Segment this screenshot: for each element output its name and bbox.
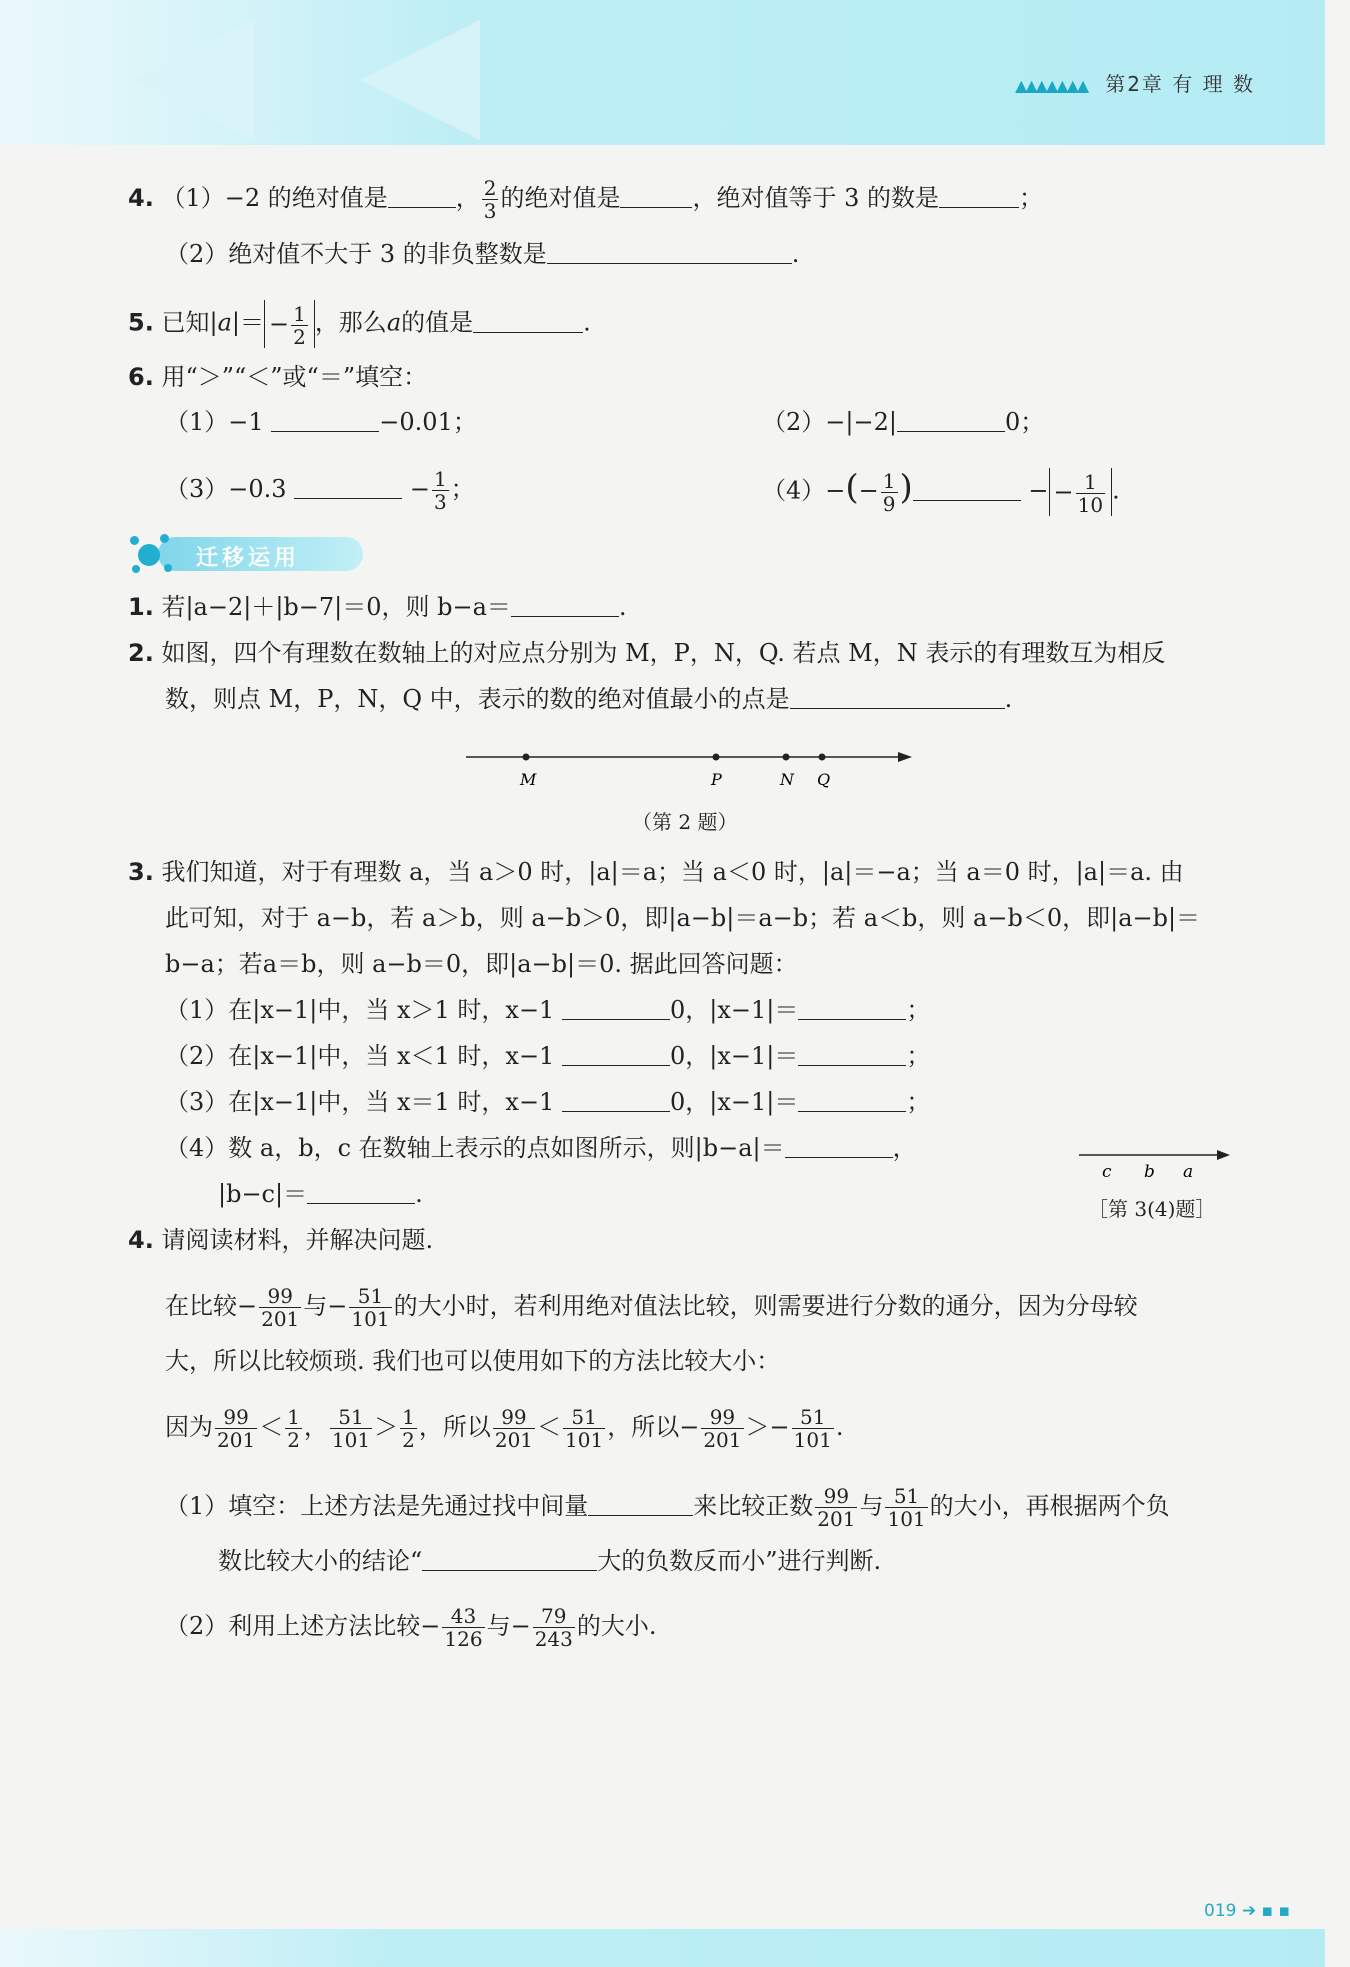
question-6-item-3: （3）−0.3 − $\frac{1}{3}$ ； [165,467,475,514]
answer-blank[interactable] [422,1548,597,1571]
chapter-header [1015,68,1255,97]
molecule-icon [130,536,139,545]
transfer-question-3-line-2: 此可知，对于 a−b，若 a＞b，则 a−b＞0，即|a−b|＝a−b；若 a＜b，则 a−b＜0，即|a−b|＝ [165,904,1201,932]
transfer-question-4-p3: 因为 $\frac{99}{201}$ ＜ $\frac{1}{2}$ ， $\frac{51}{101}$ ＞ $\frac{1}{2}$ ，所以 $\frac{99}{201}$ ＜ $\frac{51}{101}$ ，所以− $\frac{99}{201}$ ＞− $\frac{51}{101}$ . [165,1405,844,1452]
transfer-question-4-intro: 4. 请阅读材料，并解决问题. [128,1226,434,1254]
answer-blank[interactable] [897,409,1005,432]
transfer-question-3-sub-2: （2）在|x−1|中，当 x＜1 时，x−1 0，|x−1|＝ ； [165,1042,931,1070]
transfer-question-4-p1: 在比较− $\frac{99}{201}$ 与− $\frac{51}{101}$ 的大小时，若利用绝对值法比较，则需要进行分数的通分，因为分母较 [165,1284,1138,1331]
answer-blank[interactable] [785,1135,893,1158]
transfer-question-4-p2: 大，所以比较烦琐. 我们也可以使用如下的方法比较大小： [165,1347,781,1375]
label-n: N [780,770,794,789]
arrow-icon: ➔ ▪ ▪ [1241,1901,1290,1921]
answer-blank[interactable] [913,478,1021,501]
point-q [819,754,826,761]
question-5: 5. 已知|a|＝ − $\frac{1}{2}$ ，那么a的值是 . [128,302,591,349]
answer-blank[interactable] [271,409,379,432]
answer-blank[interactable] [588,1493,693,1516]
transfer-question-3-sub-4: （4）数 a，b，c 在数轴上表示的点如图所示，则|b−a|＝ ， [165,1134,917,1162]
question-6-item-1: （1）−1 −0.01； [165,408,477,436]
point-n [783,754,790,761]
point-m [523,754,530,761]
answer-blank[interactable] [620,185,692,208]
mountain-pattern-icon: ▲▲▲▲▲▲▲ [1015,76,1088,95]
question-6-intro: 6. 用“＞”“＜”或“＝”填空： [128,363,428,391]
label-q: Q [817,770,831,789]
figure-caption-2: （第 2 题） [632,810,738,834]
figure-caption-3: ［第 3(4)题］ [1088,1197,1216,1221]
chapter-title: 第2章 有 理 数 [1105,72,1255,96]
answer-blank[interactable] [562,997,670,1020]
absolute-value: − $\frac{1}{2}$ [264,300,315,348]
footer-band [0,1929,1325,1967]
label-m: M [520,770,537,789]
question-4-part-1: 4. （1）−2 的绝对值是 ， $\frac{2}{3}$ 的绝对值是 ，绝对值等于 3 的数是 ； [128,176,1044,223]
answer-blank[interactable] [562,1043,670,1066]
answer-blank[interactable] [798,1043,906,1066]
transfer-question-2-line-2: 数，则点 M，P，N，Q 中，表示的数的绝对值最小的点是 . [165,685,1013,713]
answer-blank[interactable] [388,185,456,208]
molecule-icon [138,544,160,566]
label-b: b [1144,1162,1155,1182]
answer-blank[interactable] [798,997,906,1020]
transfer-question-3-sub-3: （3）在|x−1|中，当 x＝1 时，x−1 0，|x−1|＝ ； [165,1088,931,1116]
number-line-figure-3 [1075,1145,1235,1185]
label-a: a [1183,1162,1194,1182]
answer-blank[interactable] [798,1089,906,1112]
axis-arrow [1217,1150,1230,1160]
question-6-item-4: （4）−(− $\frac{1}{9}$ ) − − $\frac{1}{10}$ . [762,467,1120,517]
answer-blank[interactable] [562,1089,670,1112]
fraction: $\frac{2}{3}$ [483,176,497,223]
transfer-question-3-line-3: b−a；若a＝b，则 a−b＝0，即|a−b|＝0. 据此回答问题： [165,950,798,978]
transfer-question-3-sub-4b: |b−c|＝ . [218,1180,423,1208]
question-4-part-2: （2）绝对值不大于 3 的非负整数是 . [165,240,800,268]
transfer-question-3-line-1: 3. 我们知道，对于有理数 a，当 a＞0 时，|a|＝a；当 a＜0 时，|a|＝−a；当 a＝0 时，|a|＝a. 由 [128,858,1184,886]
header-chevron-decoration [360,20,480,140]
answer-blank[interactable] [939,185,1019,208]
answer-blank[interactable] [473,310,583,333]
answer-blank[interactable] [307,1181,415,1204]
label-c: c [1102,1162,1112,1182]
transfer-question-4-sub-1b: 数比较大小的结论“ 大的负数反而小”进行判断. [218,1547,882,1575]
number-line-figure-2 [460,745,920,795]
transfer-question-2-line-1: 2. 如图，四个有理数在数轴上的对应点分别为 M，P，N，Q. 若点 M，N 表示的有理数互为相反 [128,639,1166,667]
header-chevron-decoration [135,20,255,140]
question-6-item-2: （2）−|−2| 0； [762,408,1045,436]
answer-blank[interactable] [790,686,1005,709]
molecule-icon [164,564,172,572]
transfer-question-3-sub-1: （1）在|x−1|中，当 x＞1 时，x−1 0，|x−1|＝ ； [165,996,931,1024]
label-p: P [711,770,722,789]
section-header [128,532,362,576]
transfer-question-1: 1. 若|a−2|＋|b−7|＝0，则 b−a＝ . [128,593,627,621]
section-title: 迁移运用 [196,546,301,571]
molecule-icon [160,534,169,543]
page-number: 019 ➔ ▪ ▪ [1204,1901,1290,1921]
answer-blank[interactable] [294,476,402,499]
answer-blank[interactable] [511,594,619,617]
axis-arrow [898,752,912,762]
point-p [713,754,720,761]
transfer-question-4-sub-2: （2）利用上述方法比较− $\frac{43}{126}$ 与− $\frac{79}{243}$ 的大小. [165,1604,657,1651]
transfer-question-4-sub-1: （1）填空：上述方法是先通过找中间量 来比较正数 $\frac{99}{201}$ 与 $\frac{51}{101}$ 的大小，再根据两个负 [165,1484,1170,1531]
answer-blank[interactable] [547,241,792,264]
molecule-icon [132,565,140,573]
